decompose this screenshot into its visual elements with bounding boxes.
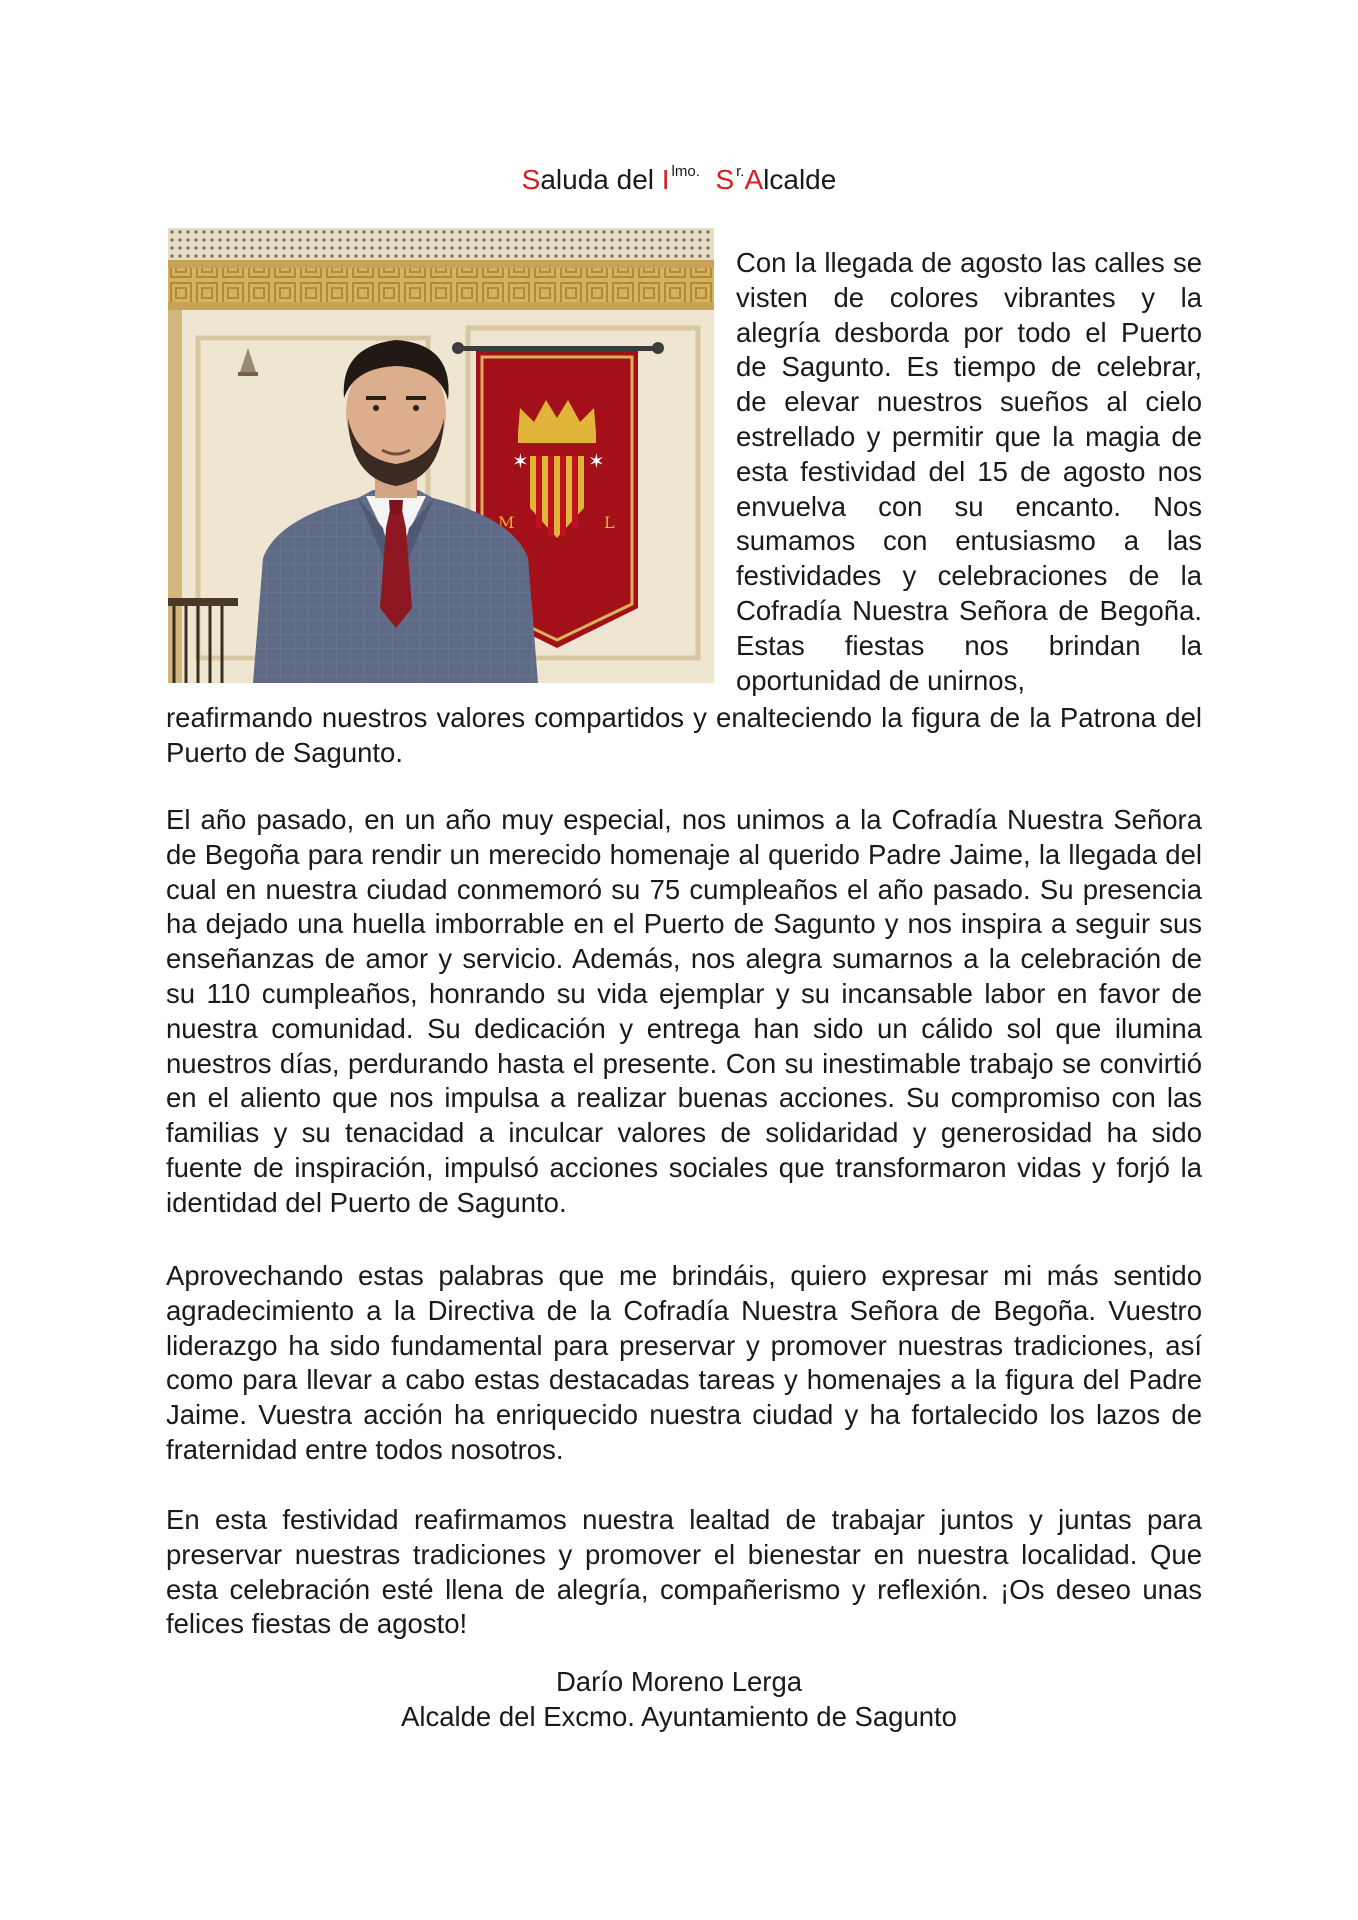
page-title [0,163,1358,196]
title-initial-i: I [661,164,670,195]
title-initial-s: S [521,164,541,195]
svg-text:✶: ✶ [512,451,529,473]
signature-name: Darío Moreno Lerga [555,1666,803,1697]
banner-letter-m: M [498,513,515,532]
banner-letter-l: L [604,513,615,532]
title-abbrev-sr: r. [736,163,745,180]
title-text-alcalde: lcalde [763,164,837,195]
mayor-photo [168,228,714,683]
intro-continuation: reafirmando nuestros valores compartidos y enalteciendo la figura de la Patrona del Puerto de Sagunto. [166,702,1202,768]
title-initial-sr: S [715,164,735,195]
paragraph-3: Aprovechando estas palabras que me brindáis, quiero expresar mi más sentido agradecimiento a la Directiva de la Cofradía Nuestra Señora de Begoña. Vuestro liderazgo ha sido fundamental para preservar y promover nuestras tradiciones, así como para llevar a cabo estas destacadas tareas y homenajes a la figura del Padre Jaime. Vuestra acción ha enriquecido nuestra ciudad y ha fortalecido los lazos de fraternidad entre todos nosotros. [166,1260,1202,1465]
title-initial-a: A [744,164,764,195]
paragraph-4: En esta festividad reafirmamos nuestra lealtad de trabajar juntos y juntas para preservar nuestras tradiciones y promover el bienestar en nuestra localidad. Que esta celebración esté llena de alegría, compañerismo y reflexión. ¡Os deseo unas felices fiestas de agosto! [166,1504,1202,1640]
paragraph-2: El año pasado, en un año muy especial, nos unimos a la Cofradía Nuestra Señora de Begoña para rendir un merecido homenaje al querido Padre Jaime, la llegada del cual en nuestra ciudad conmemoró su 75 cumpleaños el año pasado. Su presencia ha dejado una huella imborrable en el Puerto de Sagunto y nos inspira a seguir sus enseñanzas de amor y servicio. Además, nos alegra sumarnos a la celebración de su 110 cumpleaños, honrando su vida ejemplar y su incansable labor en favor de nuestra comunidad. Su dedicación y entrega han sido un cálido sol que ilumina nuestros días, perdurando hasta el presente. Con su inestimable trabajo se convirtió en el aliento que nos impulsa a realizar buenas acciones. Su compromiso con las familias y su tenacidad a inculcar valores de solidaridad y generosidad ha sido fuente de inspiración, impulsó acciones sociales que transformaron vidas y forjó la identidad del Puerto de Sagunto. [166,804,1202,1218]
svg-text:✶: ✶ [588,451,605,473]
title-text-1: aluda del [540,164,662,195]
intro-paragraph: Con la llegada de agosto las calles se visten de colores vibrantes y la alegría desborda por todo el Puerto de Sagunto. Es tiempo de celebrar, de elevar nuestros sueños al cielo estrellado y permitir que la magia de esta festividad del 15 de agosto nos envuelva con su encanto. Nos sumamos con entusiasmo a las festividades y celebraciones de la Cofradía Nuestra Señora de Begoña. Estas fiestas nos brindan la oportunidad de unirnos, [736,247,1202,696]
title-abbrev-ilmo: lmo. [671,163,700,180]
signature-role: Alcalde del Excmo. Ayuntamiento de Sagunto [401,1701,957,1732]
